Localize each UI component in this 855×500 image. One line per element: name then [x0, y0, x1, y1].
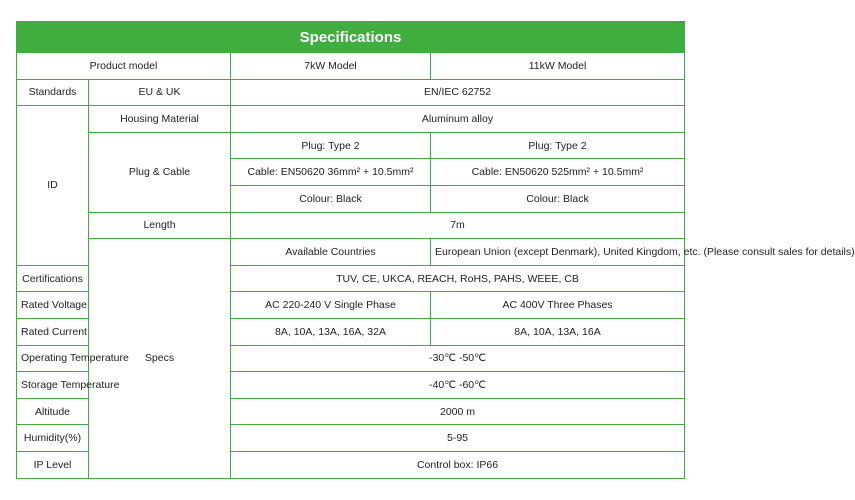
cable-11kw: Cable: EN50620 525mm² + 10.5mm²	[431, 159, 685, 186]
model-11kw-header: 11kW Model	[431, 53, 685, 80]
certifications-value: TUV, CE, UKCA, REACH, RoHS, PAHS, WEEE, CB	[231, 265, 685, 292]
plug-7kw: Plug: Type 2	[231, 132, 431, 159]
colour-11kw: Colour: Black	[431, 185, 685, 212]
altitude-label: Altitude	[17, 398, 89, 425]
specs-group-label: Specs	[89, 239, 231, 478]
plug-11kw: Plug: Type 2	[431, 132, 685, 159]
colour-7kw: Colour: Black	[231, 185, 431, 212]
specifications-table	[16, 21, 855, 479]
standards-label: Standards	[17, 79, 89, 106]
housing-label: Housing Material	[89, 106, 231, 133]
table-row	[17, 239, 685, 266]
voltage-7kw: AC 220-240 V Single Phase	[231, 292, 431, 319]
storage-temp-value: -40℃ -60℃	[231, 372, 685, 399]
id-group-label: ID	[17, 106, 89, 266]
humidity-value: 5-95	[231, 425, 685, 452]
length-label: Length	[89, 212, 231, 239]
voltage-11kw: AC 400V Three Phases	[431, 292, 685, 319]
storage-temp-label: Storage Temperature	[17, 372, 89, 399]
ip-level-label: IP Level	[17, 451, 89, 478]
standards-value: EN/IEC 62752	[231, 79, 685, 106]
humidity-label: Humidity(%)	[17, 425, 89, 452]
operating-temp-value: -30℃ -50℃	[231, 345, 685, 372]
standards-region: EU & UK	[89, 79, 231, 106]
countries-label: Available Countries	[231, 239, 431, 266]
title-row	[17, 22, 685, 53]
operating-temp-label: Operating Temperature	[17, 345, 89, 372]
table-title: Specifications	[17, 22, 685, 53]
product-model-label: Product model	[17, 53, 231, 80]
model-7kw-header: 7kW Model	[231, 53, 431, 80]
housing-value: Aluminum alloy	[231, 106, 685, 133]
table-row	[17, 132, 685, 159]
countries-value: European Union (except Denmark), United Kingdom, etc. (Please consult sales for details)	[431, 239, 685, 266]
ip-level-value: Control box: IP66	[231, 451, 685, 478]
plug-cable-label: Plug & Cable	[89, 132, 231, 212]
cable-7kw: Cable: EN50620 36mm² + 10.5mm²	[231, 159, 431, 186]
current-11kw: 8A, 10A, 13A, 16A	[431, 318, 685, 345]
current-7kw: 8A, 10A, 13A, 16A, 32A	[231, 318, 431, 345]
table-row	[17, 106, 685, 133]
table-row	[17, 79, 685, 106]
current-label: Rated Current	[17, 318, 89, 345]
table-row	[17, 212, 685, 239]
voltage-label: Rated Voltage	[17, 292, 89, 319]
table-row	[17, 53, 685, 80]
certifications-label: Certifications	[17, 265, 89, 292]
altitude-value: 2000 m	[231, 398, 685, 425]
length-value: 7m	[231, 212, 685, 239]
